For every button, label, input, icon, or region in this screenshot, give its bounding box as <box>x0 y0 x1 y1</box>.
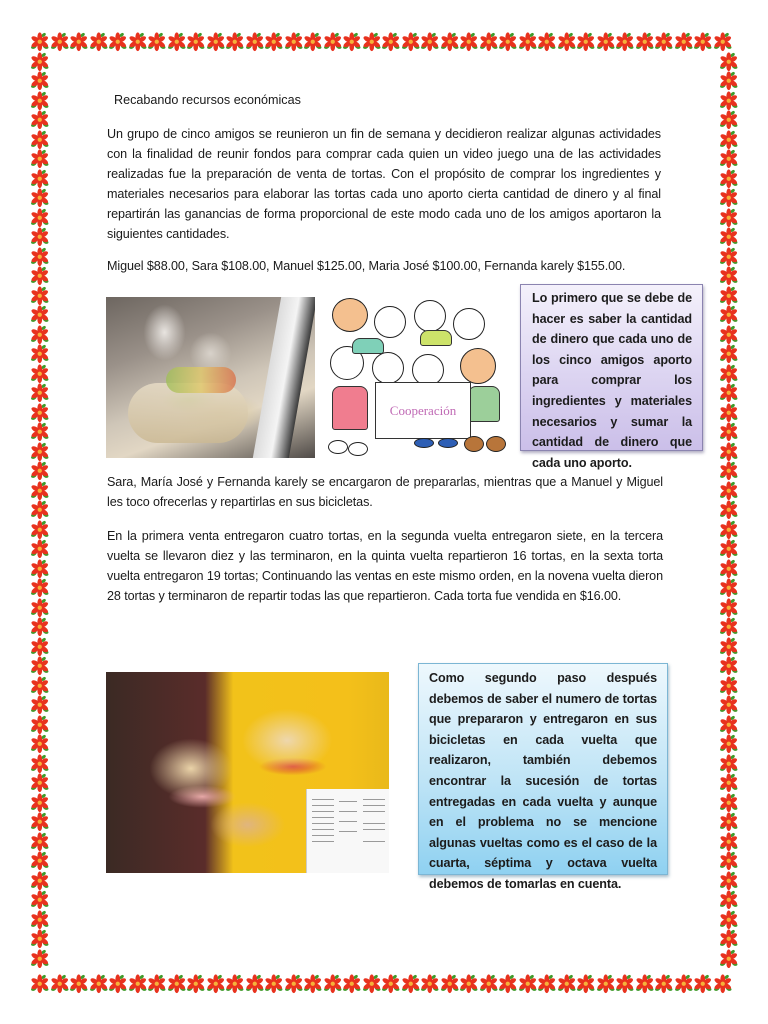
poinsettia-icon <box>719 130 739 150</box>
poinsettia-icon <box>30 500 50 520</box>
poinsettia-icon <box>719 695 739 715</box>
shoe <box>464 436 484 452</box>
poinsettia-icon <box>30 344 50 364</box>
poinsettia-icon <box>30 929 50 949</box>
counter-shape <box>253 297 315 458</box>
poinsettia-icon <box>50 32 70 52</box>
poinsettia-icon <box>635 974 655 994</box>
poinsettia-icon <box>30 208 50 228</box>
kid-face <box>414 300 446 332</box>
poinsettia-icon <box>30 32 50 52</box>
poinsettia-icon <box>342 32 362 52</box>
tortas-photo <box>106 672 389 873</box>
poinsettia-icon <box>30 403 50 423</box>
kid-shirt <box>420 330 452 346</box>
poinsettia-icon <box>30 305 50 325</box>
poinsettia-icon <box>719 227 739 247</box>
poinsettia-icon <box>381 974 401 994</box>
poinsettia-icon <box>225 974 245 994</box>
poinsettia-icon <box>719 461 739 481</box>
poinsettia-icon <box>719 325 739 345</box>
poinsettia-icon <box>30 91 50 111</box>
poinsettia-icon <box>401 974 421 994</box>
poinsettia-icon <box>719 52 739 72</box>
poinsettia-border-top <box>30 32 732 52</box>
poinsettia-icon <box>30 832 50 852</box>
poinsettia-icon <box>167 32 187 52</box>
poinsettia-icon <box>719 559 739 579</box>
poinsettia-icon <box>693 32 713 52</box>
poinsettia-icon <box>30 773 50 793</box>
poinsettia-icon <box>206 974 226 994</box>
poinsettia-icon <box>323 32 343 52</box>
poinsettia-icon <box>576 974 596 994</box>
poinsettia-icon <box>30 812 50 832</box>
poinsettia-icon <box>537 32 557 52</box>
poinsettia-icon <box>537 974 557 994</box>
poinsettia-icon <box>479 974 499 994</box>
poinsettia-icon <box>30 383 50 403</box>
poinsettia-icon <box>693 974 713 994</box>
poinsettia-icon <box>719 851 739 871</box>
poinsettia-icon <box>719 520 739 540</box>
poinsettia-icon <box>615 974 635 994</box>
poinsettia-icon <box>719 188 739 208</box>
poinsettia-icon <box>719 364 739 384</box>
poinsettia-icon <box>30 110 50 130</box>
poinsettia-icon <box>719 754 739 774</box>
poinsettia-icon <box>719 383 739 403</box>
poinsettia-icon <box>719 247 739 267</box>
poinsettia-icon <box>30 149 50 169</box>
poinsettia-icon <box>30 422 50 442</box>
poinsettia-icon <box>719 656 739 676</box>
poinsettia-icon <box>30 325 50 345</box>
poinsettia-icon <box>719 715 739 735</box>
poinsettia-icon <box>30 578 50 598</box>
poinsettia-icon <box>30 754 50 774</box>
poinsettia-icon <box>719 832 739 852</box>
poinsettia-icon <box>30 734 50 754</box>
poinsettia-icon <box>596 32 616 52</box>
poinsettia-icon <box>654 32 674 52</box>
poinsettia-icon <box>674 32 694 52</box>
step-two-note: Como segundo paso después debemos de saber el numero de tortas que prepararon y entregaron en sus bicicletas en cada vuelta que realizaron, también debemos encontrar la sucesión de tortas entregadas en cada vuelta y aunque en el problema no se mencione algunas vueltas como es el caso de la cuarta, séptima y octava vuelta debemos de tomarlas en cuenta. <box>418 663 668 875</box>
poinsettia-icon <box>498 32 518 52</box>
poinsettia-icon <box>401 32 421 52</box>
poinsettia-icon <box>576 32 596 52</box>
poinsettia-icon <box>167 974 187 994</box>
poinsettia-icon <box>518 974 538 994</box>
roles-paragraph: Sara, María José y Fernanda karely se encargaron de prepararlas, mientras que a Manuel y Miguel les toco ofrecerlas y repartirlas en sus bicicletas. <box>107 475 663 509</box>
document-title: Recabando recursos económicas <box>114 93 301 107</box>
poinsettia-icon <box>674 974 694 994</box>
poinsettia-icon <box>284 32 304 52</box>
poinsettia-icon <box>381 32 401 52</box>
poinsettia-icon <box>30 676 50 696</box>
poinsettia-icon <box>654 974 674 994</box>
poinsettia-icon <box>245 974 265 994</box>
poinsettia-icon <box>719 149 739 169</box>
poinsettia-icon <box>30 617 50 637</box>
poinsettia-icon <box>719 71 739 91</box>
poinsettia-icon <box>719 305 739 325</box>
poinsettia-icon <box>108 974 128 994</box>
poinsettia-icon <box>245 32 265 52</box>
poinsettia-icon <box>30 793 50 813</box>
poinsettia-icon <box>30 539 50 559</box>
poinsettia-icon <box>30 520 50 540</box>
poinsettia-icon <box>89 974 109 994</box>
poinsettia-icon <box>719 578 739 598</box>
cooperation-cartoon <box>318 290 506 460</box>
poinsettia-icon <box>206 32 226 52</box>
poinsettia-icon <box>30 656 50 676</box>
poinsettia-icon <box>128 974 148 994</box>
poinsettia-icon <box>420 32 440 52</box>
kid-face <box>332 298 368 332</box>
poinsettia-icon <box>69 974 89 994</box>
poinsettia-icon <box>440 32 460 52</box>
poinsettia-icon <box>719 890 739 910</box>
poinsettia-icon <box>557 974 577 994</box>
kid-dress <box>332 386 368 430</box>
kid-face <box>374 306 406 338</box>
poinsettia-icon <box>108 32 128 52</box>
poinsettia-icon <box>719 734 739 754</box>
kid-shirt <box>468 386 500 422</box>
shoe <box>414 438 434 448</box>
poinsettia-icon <box>719 637 739 657</box>
poinsettia-icon <box>30 188 50 208</box>
poinsettia-icon <box>225 32 245 52</box>
cooperation-sign: Cooperación <box>375 382 471 439</box>
poinsettia-icon <box>719 91 739 111</box>
poinsettia-icon <box>615 32 635 52</box>
poinsettia-icon <box>719 442 739 462</box>
poinsettia-border-left <box>30 52 50 969</box>
poinsettia-icon <box>30 364 50 384</box>
shoe <box>438 438 458 448</box>
poinsettia-icon <box>30 130 50 150</box>
poinsettia-icon <box>284 974 304 994</box>
poinsettia-icon <box>719 286 739 306</box>
poinsettia-icon <box>362 974 382 994</box>
shoe <box>486 436 506 452</box>
shoe <box>348 442 368 456</box>
poinsettia-icon <box>459 32 479 52</box>
poinsettia-icon <box>719 422 739 442</box>
poinsettia-icon <box>30 851 50 871</box>
poinsettia-icon <box>30 695 50 715</box>
poinsettia-icon <box>719 871 739 891</box>
vegetables-shape <box>166 367 236 393</box>
poinsettia-icon <box>420 974 440 994</box>
step-one-note: Lo primero que se debe de hacer es saber la cantidad de dinero que cada uno de los cinco amigos aporto para comprar los ingredientes y materiales necesarios y sumar la cantidad de dinero que cada uno aporto. <box>520 284 703 451</box>
poinsettia-icon <box>713 974 733 994</box>
poinsettia-icon <box>719 812 739 832</box>
shoe <box>328 440 348 454</box>
poinsettia-icon <box>264 32 284 52</box>
poinsettia-icon <box>186 32 206 52</box>
poinsettia-icon <box>719 598 739 618</box>
poinsettia-icon <box>596 974 616 994</box>
poinsettia-icon <box>30 266 50 286</box>
poinsettia-icon <box>50 974 70 994</box>
kid-face <box>453 308 485 340</box>
poinsettia-icon <box>719 617 739 637</box>
poinsettia-icon <box>719 110 739 130</box>
kid-face <box>460 348 496 384</box>
poinsettia-icon <box>719 169 739 189</box>
poinsettia-icon <box>147 974 167 994</box>
poinsettia-icon <box>30 871 50 891</box>
poinsettia-icon <box>30 481 50 501</box>
poinsettia-icon <box>30 227 50 247</box>
poinsettia-icon <box>719 910 739 930</box>
poinsettia-icon <box>30 71 50 91</box>
poinsettia-border-bottom <box>30 974 732 994</box>
contributions-line: Miguel $88.00, Sara $108.00, Manuel $125.00, Maria José $100.00, Fernanda karely $155.00. <box>107 259 626 273</box>
poinsettia-icon <box>186 974 206 994</box>
poinsettia-icon <box>719 676 739 696</box>
poinsettia-icon <box>128 32 148 52</box>
poinsettia-icon <box>30 974 50 994</box>
document-thumbnail <box>306 789 389 873</box>
poinsettia-icon <box>30 286 50 306</box>
poinsettia-icon <box>719 344 739 364</box>
poinsettia-icon <box>30 247 50 267</box>
poinsettia-icon <box>719 403 739 423</box>
intro-paragraph: Un grupo de cinco amigos se reunieron un fin de semana y decidieron realizar algunas actividades con la finalidad de reunir fondos para comprar cada quien un video juego una de las actividades realizadas fue la preparación de venta de tortas. Con el propósito de comprar los ingredientes y materiales necesarios para elaborar las tortas cada uno aporto cierta cantidad de dinero y al final repartirán las ganancias de forma proporcional de este modo cada uno de los amigos aportaron la siguientes cantidades. <box>107 127 661 241</box>
poinsettia-icon <box>303 974 323 994</box>
poinsettia-icon <box>719 481 739 501</box>
poinsettia-icon <box>557 32 577 52</box>
poinsettia-icon <box>30 559 50 579</box>
poinsettia-icon <box>30 461 50 481</box>
poinsettia-icon <box>30 890 50 910</box>
poinsettia-icon <box>30 637 50 657</box>
poinsettia-icon <box>30 949 50 969</box>
poinsettia-icon <box>479 32 499 52</box>
poinsettia-icon <box>89 32 109 52</box>
poinsettia-icon <box>719 208 739 228</box>
poinsettia-icon <box>719 500 739 520</box>
poinsettia-icon <box>264 974 284 994</box>
poinsettia-icon <box>713 32 733 52</box>
poinsettia-icon <box>323 974 343 994</box>
poinsettia-border-right <box>719 52 739 969</box>
poinsettia-icon <box>30 169 50 189</box>
poinsettia-icon <box>498 974 518 994</box>
poinsettia-icon <box>719 266 739 286</box>
poinsettia-icon <box>719 773 739 793</box>
poinsettia-icon <box>719 539 739 559</box>
poinsettia-icon <box>303 32 323 52</box>
poinsettia-icon <box>719 949 739 969</box>
poinsettia-icon <box>69 32 89 52</box>
sandwich-preparation-photo <box>106 297 315 458</box>
poinsettia-icon <box>30 910 50 930</box>
poinsettia-icon <box>30 52 50 72</box>
poinsettia-icon <box>147 32 167 52</box>
poinsettia-icon <box>362 32 382 52</box>
poinsettia-icon <box>635 32 655 52</box>
poinsettia-icon <box>30 715 50 735</box>
poinsettia-icon <box>342 974 362 994</box>
poinsettia-icon <box>30 598 50 618</box>
poinsettia-icon <box>30 442 50 462</box>
sales-paragraph: En la primera venta entregaron cuatro tortas, en la segunda vuelta entregaron siete, en la tercera vuelta se llevaron diez y las terminaron, en la quinta vuelta repartieron 16 tortas, en la sexta torta vuelta entregaron 19 tortas; Continuando las ventas en este mismo orden, en la novena vuelta dieron 28 tortas y terminaron de repartir todas las que repartieron. Cada torta fue vendida en $16.00. <box>107 529 663 603</box>
poinsettia-icon <box>719 793 739 813</box>
poinsettia-icon <box>459 974 479 994</box>
poinsettia-icon <box>719 929 739 949</box>
kid-shirt <box>352 338 384 354</box>
kid-face <box>372 352 404 384</box>
poinsettia-icon <box>518 32 538 52</box>
poinsettia-icon <box>440 974 460 994</box>
